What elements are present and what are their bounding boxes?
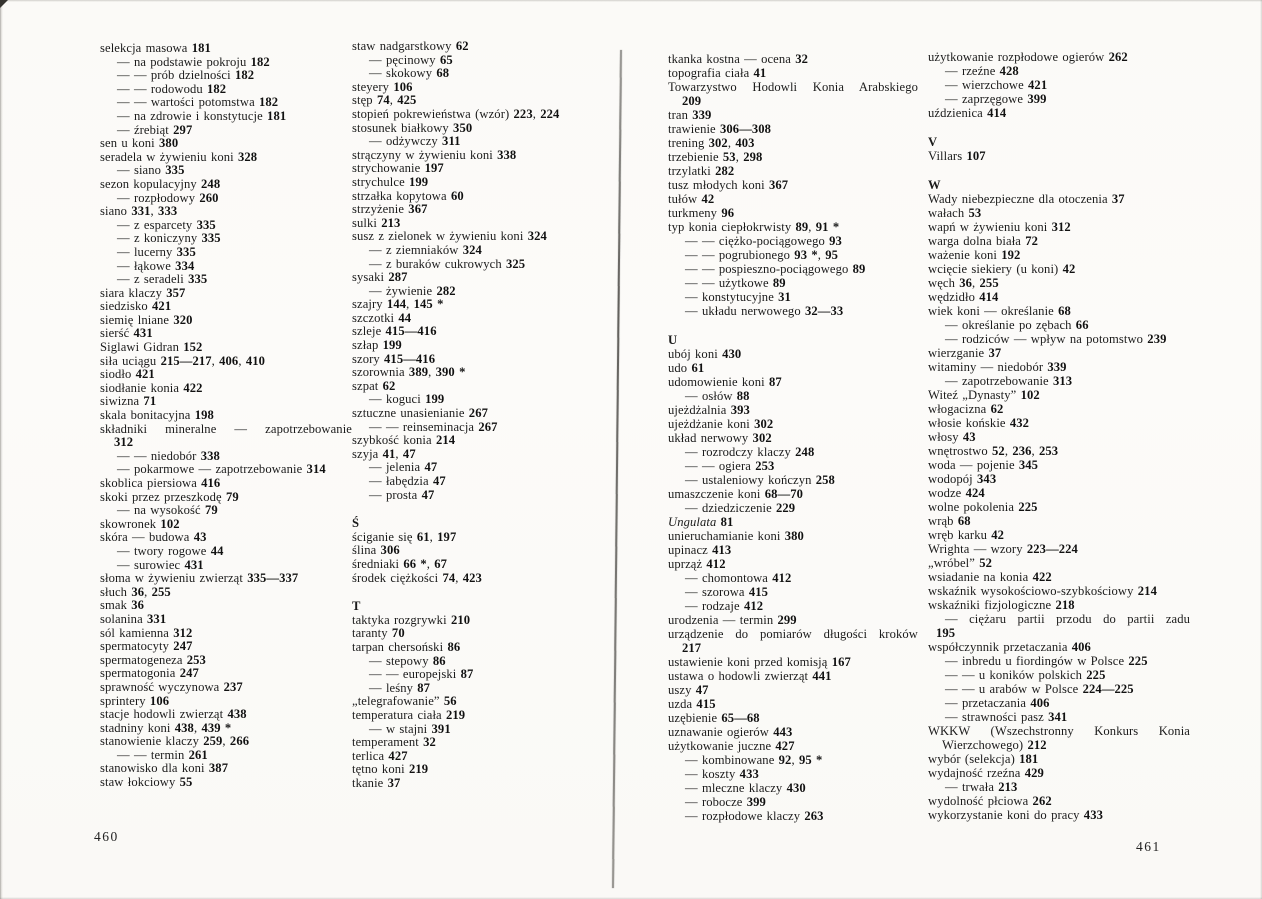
index-entry: — mleczne klaczy 430 <box>685 781 806 795</box>
index-entry: — na podstawie pokroju 182 <box>117 54 270 69</box>
index-entry: spermatogeneza 253 <box>100 652 206 667</box>
index-entry: szleje 415—416 <box>352 324 437 339</box>
index-entry: strychowanie 197 <box>352 161 444 176</box>
index-column-2 <box>352 40 604 790</box>
index-entry: — skokowy 68 <box>369 66 450 81</box>
index-entry: — z koniczyny 335 <box>117 231 221 246</box>
index-entry: — inbredu u fiordingów w Polsce 225 <box>945 654 1148 668</box>
index-entry: wolne pokolenia 225 <box>928 500 1038 514</box>
section-letter-heading: U <box>668 333 678 347</box>
index-entry: siodło 421 <box>100 367 155 382</box>
index-entry: — osłów 88 <box>685 389 750 403</box>
index-entry: spermatogonia 247 <box>100 666 199 681</box>
page-number-right: 461 <box>1136 839 1161 854</box>
index-entry: — — użytkowe 89 <box>685 276 786 290</box>
scan-edge-top <box>0 0 1262 2</box>
index-entry: — łabędzia 47 <box>369 474 446 488</box>
index-entry: — koszty 433 <box>685 767 759 781</box>
index-entry: — chomontowa 412 <box>685 571 792 585</box>
index-entry: taranty 70 <box>352 626 405 641</box>
index-entry: trzylatki 282 <box>668 164 735 178</box>
index-entry: uzda 415 <box>668 697 716 711</box>
index-entry: — — europejski 87 <box>369 667 474 682</box>
index-entry: wcięcie siekiery (u koni) 42 <box>928 262 1076 276</box>
index-entry: uznawanie ogierów 443 <box>668 725 793 739</box>
index-entry: — — rodowodu 182 <box>117 81 227 96</box>
index-entry: węch 36, 255 <box>928 276 999 290</box>
index-entry: — określanie po zębach 66 <box>945 318 1089 332</box>
index-entry: — — ogiera 253 <box>685 459 775 473</box>
index-entry: sztuczne unasienianie 267 <box>352 406 488 421</box>
index-entry: terlica 427 <box>352 748 408 763</box>
index-entry: skowronek 102 <box>100 516 180 531</box>
index-entry: stacje hodowli zwierząt 438 <box>100 707 247 722</box>
index-entry: — — niedobór 338 <box>117 448 220 463</box>
index-entry: — rodzaje 412 <box>685 599 764 613</box>
index-entry: — ustaleniowy kończyn 258 <box>685 473 835 487</box>
index-entry: sysaki 287 <box>352 270 408 285</box>
index-entry: składniki mineralne — zapotrzebowanie312 <box>100 421 352 450</box>
index-entry: ubój koni 430 <box>668 347 742 361</box>
index-entry: ustawienie koni przed komisją 167 <box>668 655 851 669</box>
index-entry: selekcja masowa 181 <box>100 41 211 55</box>
index-entry: — — ciężko-pociągowego 93 <box>685 234 842 248</box>
index-entry: seradela w żywieniu koni 328 <box>100 149 258 164</box>
index-entry: siedzisko 421 <box>100 299 172 314</box>
index-entry: — szorowa 415 <box>685 585 769 599</box>
index-column-3 <box>668 52 918 823</box>
index-entry: trzebienie 53, 298 <box>668 150 763 164</box>
index-entry: — twory rogowe 44 <box>117 543 224 558</box>
index-entry: trening 302, 403 <box>668 136 755 150</box>
index-entry: szorownia 389, 390 * <box>352 365 466 380</box>
index-entry: — — u koników polskich 225 <box>945 668 1106 682</box>
index-entry: siara klaczy 357 <box>100 285 186 300</box>
index-entry: — wierzchowe 421 <box>945 78 1048 92</box>
index-entry: szybkość konia 214 <box>352 433 456 448</box>
index-entry: siano 331, 333 <box>100 204 178 219</box>
index-entry: siemię lniane 320 <box>100 312 193 327</box>
index-entry: szory 415—416 <box>352 351 436 366</box>
index-entry: — — reinseminacja 267 <box>369 419 498 434</box>
index-entry: turkmeny 96 <box>668 206 735 220</box>
index-entry: tkanie 37 <box>352 775 401 790</box>
index-entry: strączyny w żywieniu koni 338 <box>352 147 517 162</box>
section-letter-heading: V <box>928 135 938 149</box>
index-entry: wskaźniki fizjologiczne 218 <box>928 598 1075 612</box>
index-entry: — siano 335 <box>117 163 185 178</box>
index-entry: tarpan chersoński 86 <box>352 639 461 654</box>
index-entry: — zaprzęgowe 399 <box>945 92 1047 106</box>
index-entry: udomowienie koni 87 <box>668 375 782 389</box>
index-entry: wapń w żywieniu koni 312 <box>928 220 1071 234</box>
index-entry: siodłanie konia 422 <box>100 380 203 395</box>
index-entry: — odżywczy 311 <box>369 134 461 149</box>
index-entry: wsiadanie na konia 422 <box>928 570 1052 584</box>
index-entry: warga dolna biała 72 <box>928 234 1039 248</box>
index-entry: — surowiec 431 <box>117 557 204 572</box>
index-entry: uzębienie 65—68 <box>668 711 760 725</box>
scan-corner-artifact <box>0 0 8 8</box>
index-entry: wodopój 343 <box>928 472 997 486</box>
index-entry: strychulce 199 <box>352 174 429 189</box>
index-entry: — przetaczania 406 <box>945 696 1050 710</box>
index-entry: witaminy — niedobór 339 <box>928 360 1067 374</box>
index-entry: — z buraków cukrowych 325 <box>369 256 526 271</box>
index-entry: szczotki 44 <box>352 310 412 325</box>
index-entry: skoki przez przeszkodę 79 <box>100 489 239 504</box>
index-entry: wskaźnik wysokościowo-szybkościowy 214 <box>928 584 1157 598</box>
index-entry: — rozpłodowe klaczy 263 <box>685 809 824 823</box>
index-entry: uprząż 412 <box>668 557 726 571</box>
index-entry: — z esparcety 335 <box>117 217 216 232</box>
index-entry: sulki 213 <box>352 215 401 230</box>
index-entry: — z ziemniaków 324 <box>369 242 482 257</box>
section-letter-heading: T <box>352 599 361 614</box>
index-entry: — koguci 199 <box>369 392 445 407</box>
index-entry: — dziedziczenie 229 <box>685 501 796 515</box>
index-entry: szyja 41, 47 <box>352 446 416 461</box>
index-entry: trawienie 306—308 <box>668 122 772 136</box>
index-entry: stęp 74, 425 <box>352 93 417 108</box>
index-entry: wnętrostwo 52, 236, 253 <box>928 444 1059 458</box>
index-entry: Wrighta — wzory 223—224 <box>928 542 1078 556</box>
index-entry: siwizna 71 <box>100 394 157 409</box>
index-entry: — prosta 47 <box>369 487 435 502</box>
index-entry: staw nadgarstkowy 62 <box>352 39 469 53</box>
index-entry: „wróbel” 52 <box>928 556 992 570</box>
index-entry: wydajność rzeźna 429 <box>928 766 1044 780</box>
index-entry: stosunek białkowy 350 <box>352 120 473 135</box>
index-entry: solanina 331 <box>100 611 167 626</box>
index-entry: — strawności pasz 341 <box>945 710 1068 724</box>
index-entry: smak 36 <box>100 598 145 613</box>
index-entry: Witeź „Dynasty” 102 <box>928 388 1040 402</box>
index-entry: sprintery 106 <box>100 693 170 708</box>
index-entry: układ nerwowy 302 <box>668 431 772 445</box>
index-entry: — rozrodczy klaczy 248 <box>685 445 815 459</box>
index-entry: ważenie koni 192 <box>928 248 1021 262</box>
page-number-left: 460 <box>94 829 119 844</box>
index-entry: — trwała 213 <box>945 780 1018 794</box>
index-entry: — na zdrowie i konstytucje 181 <box>117 108 287 123</box>
scan-edge-left <box>0 0 3 899</box>
index-entry: wodze 424 <box>928 486 985 500</box>
index-entry: Villars 107 <box>928 149 986 163</box>
index-entry: skala bonitacyjna 198 <box>100 408 214 423</box>
index-entry: temperament 32 <box>352 735 436 750</box>
index-entry: — konstytucyjne 31 <box>685 290 791 304</box>
index-entry: topografia ciała 41 <box>668 66 767 80</box>
index-entry: sen u koni 380 <box>100 136 179 151</box>
index-entry: — leśny 87 <box>369 680 431 695</box>
index-entry: steyery 106 <box>352 79 413 94</box>
index-entry: stopień pokrewieństwa (wzór) 223, 224 <box>352 106 560 121</box>
index-entry: wydolność płciowa 262 <box>928 794 1052 808</box>
index-entry: spermatocyty 247 <box>100 639 193 654</box>
index-entry: udo 61 <box>668 361 705 375</box>
index-entry: ślina 306 <box>352 543 400 558</box>
index-entry: Towarzystwo Hodowli Konia Arabskiego209 <box>668 80 918 108</box>
index-entry: tułów 42 <box>668 192 715 206</box>
index-entry: — pęcinowy 65 <box>369 52 453 67</box>
index-entry: wykorzystanie koni do pracy 433 <box>928 808 1103 822</box>
index-entry: wałach 53 <box>928 206 982 220</box>
index-entry: tętno koni 219 <box>352 762 429 777</box>
index-entry: — źrebiąt 297 <box>117 122 193 137</box>
index-entry: ujeżdżanie koni 302 <box>668 417 774 431</box>
index-entry: — — prób dzielności 182 <box>117 68 255 83</box>
index-entry: słoma w żywieniu zwierząt 335—337 <box>100 571 299 586</box>
index-entry: — — wartości potomstwa 182 <box>117 95 279 110</box>
index-entry: tusz młodych koni 367 <box>668 178 789 192</box>
index-entry: sprawność wyczynowa 237 <box>100 679 243 694</box>
index-entry: — — pospieszno-pociągowego 89 <box>685 262 866 276</box>
index-entry: susz z zielonek w żywieniu koni 324 <box>352 229 547 244</box>
index-entry: woda — pojenie 345 <box>928 458 1039 472</box>
index-entry: szpat 62 <box>352 378 396 393</box>
index-entry: sól kamienna 312 <box>100 625 193 640</box>
index-entry: strzałka kopytowa 60 <box>352 188 464 203</box>
index-entry: staw łokciowy 55 <box>100 775 193 790</box>
index-entry: upinacz 413 <box>668 543 732 557</box>
index-entry: skoblica piersiowa 416 <box>100 476 221 490</box>
index-entry: — — termin 261 <box>117 747 208 762</box>
index-entry: umaszczenie koni 68—70 <box>668 487 803 501</box>
index-entry: — jelenia 47 <box>369 460 438 475</box>
index-entry: stadniny koni 438, 439 * <box>100 720 232 735</box>
index-entry: Ungulata 81 <box>668 515 734 529</box>
index-entry: włosie końskie 432 <box>928 416 1030 430</box>
index-entry: tran 339 <box>668 108 712 122</box>
index-entry: wręb karku 42 <box>928 528 1005 542</box>
index-entry: — ciężaru partii przodu do partii zadu195 <box>936 612 1190 640</box>
index-entry: skóra — budowa 43 <box>100 530 207 545</box>
index-entry: słuch 36, 255 <box>100 584 171 599</box>
index-entry: — — u arabów w Polsce 224—225 <box>945 682 1134 696</box>
index-entry: urodzenia — termin 299 <box>668 613 797 627</box>
index-entry: — — pogrubionego 93 *, 95 <box>685 248 839 262</box>
index-entry: Siglawi Gidran 152 <box>100 340 203 355</box>
index-entry: — kombinowane 92, 95 * <box>685 753 823 767</box>
index-entry: — robocze 399 <box>685 795 766 809</box>
index-entry: — z seradeli 335 <box>117 272 208 287</box>
index-entry: sezon kopulacyjny 248 <box>100 176 221 191</box>
index-entry: urządzenie do pomiarów długości kroków217 <box>668 627 918 655</box>
index-entry: uździenica 414 <box>928 106 1007 120</box>
index-entry: środek ciężkości 74, 423 <box>352 570 482 585</box>
index-entry: współczynnik przetaczania 406 <box>928 640 1091 654</box>
index-column-4 <box>928 50 1190 822</box>
index-entry: wybór (selekcja) 181 <box>928 752 1039 766</box>
index-entry: — rzeźne 428 <box>945 64 1019 78</box>
index-entry: — żywienie 282 <box>369 283 456 298</box>
index-entry: — na wysokość 79 <box>117 503 218 518</box>
index-column-1 <box>100 42 352 790</box>
index-entry: — zapotrzebowanie 313 <box>945 374 1073 388</box>
index-entry: strzyżenie 367 <box>352 202 428 217</box>
index-entry: — lucerny 335 <box>117 244 196 259</box>
index-entry: typ konia ciepłokrwisty 89, 91 * <box>668 220 840 234</box>
index-entry: tkanka kostna — ocena 32 <box>668 52 808 66</box>
index-entry: stanowisko dla koni 387 <box>100 761 229 776</box>
index-entry: — układu nerwowego 32—33 <box>685 304 844 318</box>
index-entry: użytkowanie juczne 427 <box>668 739 795 753</box>
index-entry: uszy 47 <box>668 683 709 697</box>
index-entry: ściganie się 61, 197 <box>352 529 457 544</box>
index-entry: wędzidło 414 <box>928 290 999 304</box>
index-entry: — rozpłodowy 260 <box>117 190 219 205</box>
index-entry: Wady niebezpieczne dla otoczenia 37 <box>928 192 1125 206</box>
index-entry: wiek koni — określanie 68 <box>928 304 1071 318</box>
index-entry: — rodziców — wpływ na potomstwo 239 <box>945 332 1167 346</box>
index-entry: WKKW (Wszechstronny Konkurs KoniaWierzchowego) 212 <box>928 724 1190 752</box>
index-entry: wrąb 68 <box>928 514 971 528</box>
page-fold-line <box>612 50 622 888</box>
index-entry: — w stajni 391 <box>369 721 451 736</box>
index-entry: średniaki 66 *, 67 <box>352 556 448 571</box>
index-entry: włogacizna 62 <box>928 402 1004 416</box>
index-entry: — stepowy 86 <box>369 653 446 668</box>
index-entry: temperatura ciała 219 <box>352 707 466 722</box>
section-letter-heading: Ś <box>352 516 360 531</box>
index-entry: wierzganie 37 <box>928 346 1002 360</box>
index-entry: włosy 43 <box>928 430 976 444</box>
index-entry: taktyka rozgrywki 210 <box>352 612 471 627</box>
index-entry: szłap 199 <box>352 338 402 353</box>
section-letter-heading: W <box>928 178 941 192</box>
index-entry: użytkowanie rozpłodowe ogierów 262 <box>928 50 1128 64</box>
index-entry: unieruchamianie koni 380 <box>668 529 804 543</box>
index-entry: szajry 144, 145 * <box>352 297 444 312</box>
index-entry: stanowienie klaczy 259, 266 <box>100 734 250 749</box>
index-entry: sierść 431 <box>100 326 153 341</box>
index-entry: siła uciągu 215—217, 406, 410 <box>100 353 266 368</box>
index-entry: ujeżdżalnia 393 <box>668 403 750 417</box>
index-entry: ustawa o hodowli zwierząt 441 <box>668 669 832 683</box>
index-entry: „telegrafowanie” 56 <box>352 694 457 709</box>
index-entry: — pokarmowe — zapotrzebowanie 314 <box>117 462 326 477</box>
index-entry: — łąkowe 334 <box>117 258 195 273</box>
